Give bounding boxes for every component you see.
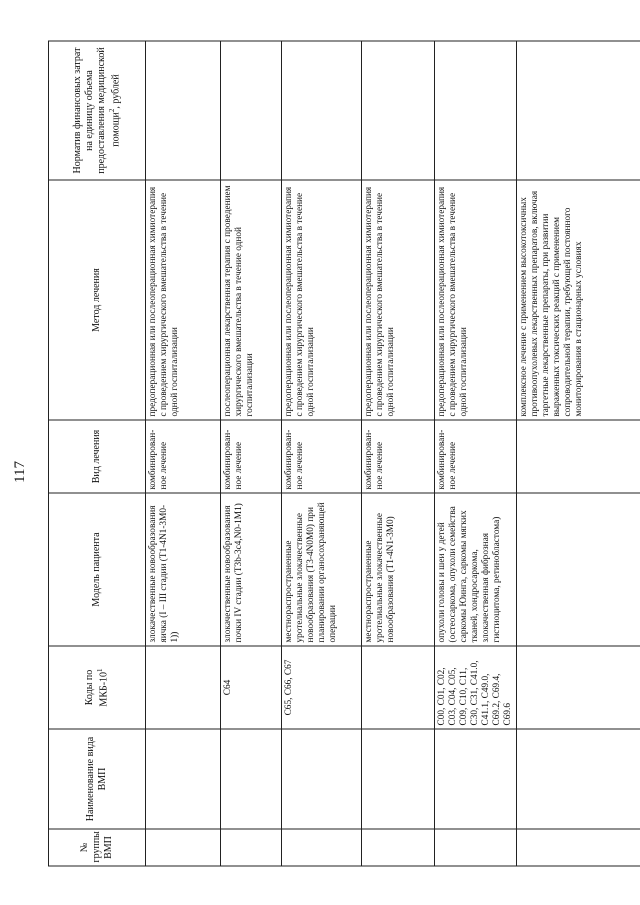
table-row — [221, 41, 282, 866]
cell-model: местнораспространенные уротелиальные злокачественные новообразования (T1-4N1-3M0) — [362, 493, 435, 646]
cell-type: комбинирован-ное лечение — [282, 420, 362, 493]
cell-method: послеоперационная лекарственная терапия с проведением хирургического вмешательства в течение одной госпитализации — [221, 180, 282, 420]
cell-norm — [282, 41, 362, 180]
cell-name — [362, 729, 435, 829]
cell-method: комплексное лечение с применением высокотоксичных противоопухолевых лекарственных препаратов, включая таргетные лекарственные препараты, при развитии выраженных токсических реакций с применением сопроводительной терапии, требующей постоянного мониторирования в стационарных условиях — [516, 180, 640, 420]
header-model: Модель пациента — [49, 493, 146, 646]
table-row — [435, 41, 517, 866]
table-row — [516, 41, 640, 866]
table-row — [146, 41, 221, 866]
cell-codes — [146, 646, 221, 729]
table-header-row — [49, 41, 146, 866]
header-type: Вид лечения — [49, 420, 146, 493]
header-codes-footnote: 1 — [95, 668, 104, 672]
cell-method: предоперационная или послеоперационная химиотерапия с проведением хирургического вмешательства в течение одной госпитализации — [146, 180, 221, 420]
cell-model: местнораспространенные уротелиальные злокачественные новообразования (T3-4N0M0) при планировании органосохраняющей операции — [282, 493, 362, 646]
header-method: Метод лечения — [49, 180, 146, 420]
cell-group — [435, 829, 517, 866]
cell-model: злокачественные новообразования яичка (I – III стадии (T1-4N1-3M0-1)) — [146, 493, 221, 646]
cell-group — [516, 829, 640, 866]
cell-norm — [221, 41, 282, 180]
cell-name — [435, 729, 517, 829]
table-row — [282, 41, 362, 866]
cell-method: предоперационная или послеоперационная химиотерапия с проведением хирургического вмешательства в течение одной госпитализации — [282, 180, 362, 420]
cell-type: комбинирован-ное лечение — [221, 420, 282, 493]
cell-group — [362, 829, 435, 866]
header-norm — [49, 41, 146, 180]
cell-model: злокачественные новообразования почки IV стадии (T3b-3c4,N0-1M1) — [221, 493, 282, 646]
cell-model — [516, 493, 640, 646]
cell-type: комбинирован-ное лечение — [362, 420, 435, 493]
cell-codes — [516, 646, 640, 729]
header-group: № группы ВМП — [49, 829, 146, 866]
cell-codes: C64 — [221, 646, 282, 729]
cell-norm — [146, 41, 221, 180]
cell-type: комбинирован-ное лечение — [435, 420, 517, 493]
cell-group — [146, 829, 221, 866]
cell-name — [282, 729, 362, 829]
cell-group — [282, 829, 362, 866]
cell-name — [146, 729, 221, 829]
header-norm-unit: , рублей — [109, 74, 121, 109]
cell-name — [516, 729, 640, 829]
cell-norm — [516, 41, 640, 180]
cell-codes: C00, C01, C02, C03, C04, C05, C09, C10, C11, C30, C31, C41.0, C41.1, C49.0, C69.2, C69.4, C69.6 — [435, 646, 517, 729]
cell-codes: C65, C66, C67 — [282, 646, 362, 729]
header-name: Наименование вида ВМП — [49, 729, 146, 829]
cell-norm — [435, 41, 517, 180]
cell-method: предоперационная или послеоперационная химиотерапия с проведением хирургического вмешательства в течение одной госпитализации — [435, 180, 517, 420]
header-codes-label: Коды по МКБ-10 — [84, 669, 110, 707]
page-number: 117 — [12, 461, 28, 483]
cell-model: опухоли головы и шеи у детей (остеосаркома, опухоли семейства саркомы Юинга, саркомы мягких тканей, хондросаркома, злокачественная фиброзная гистиоцитома, ретинобластома) — [435, 493, 517, 646]
header-norm-footnote: 2 — [107, 108, 116, 113]
cell-method: предоперационная или послеоперационная химиотерапия с проведением хирургического вмешательства в течение одной госпитализации — [362, 180, 435, 420]
table-row — [362, 41, 435, 866]
header-codes — [49, 646, 146, 729]
cell-type — [516, 420, 640, 493]
cell-name — [221, 729, 282, 829]
header-norm-label: Норматив финансовых затрат на единицу объема предоставления медицинской помощи — [72, 47, 121, 174]
cell-group — [221, 829, 282, 866]
cell-norm — [362, 41, 435, 180]
vmp-table — [48, 41, 640, 867]
cell-type: комбинирован-ное лечение — [146, 420, 221, 493]
cell-codes — [362, 646, 435, 729]
